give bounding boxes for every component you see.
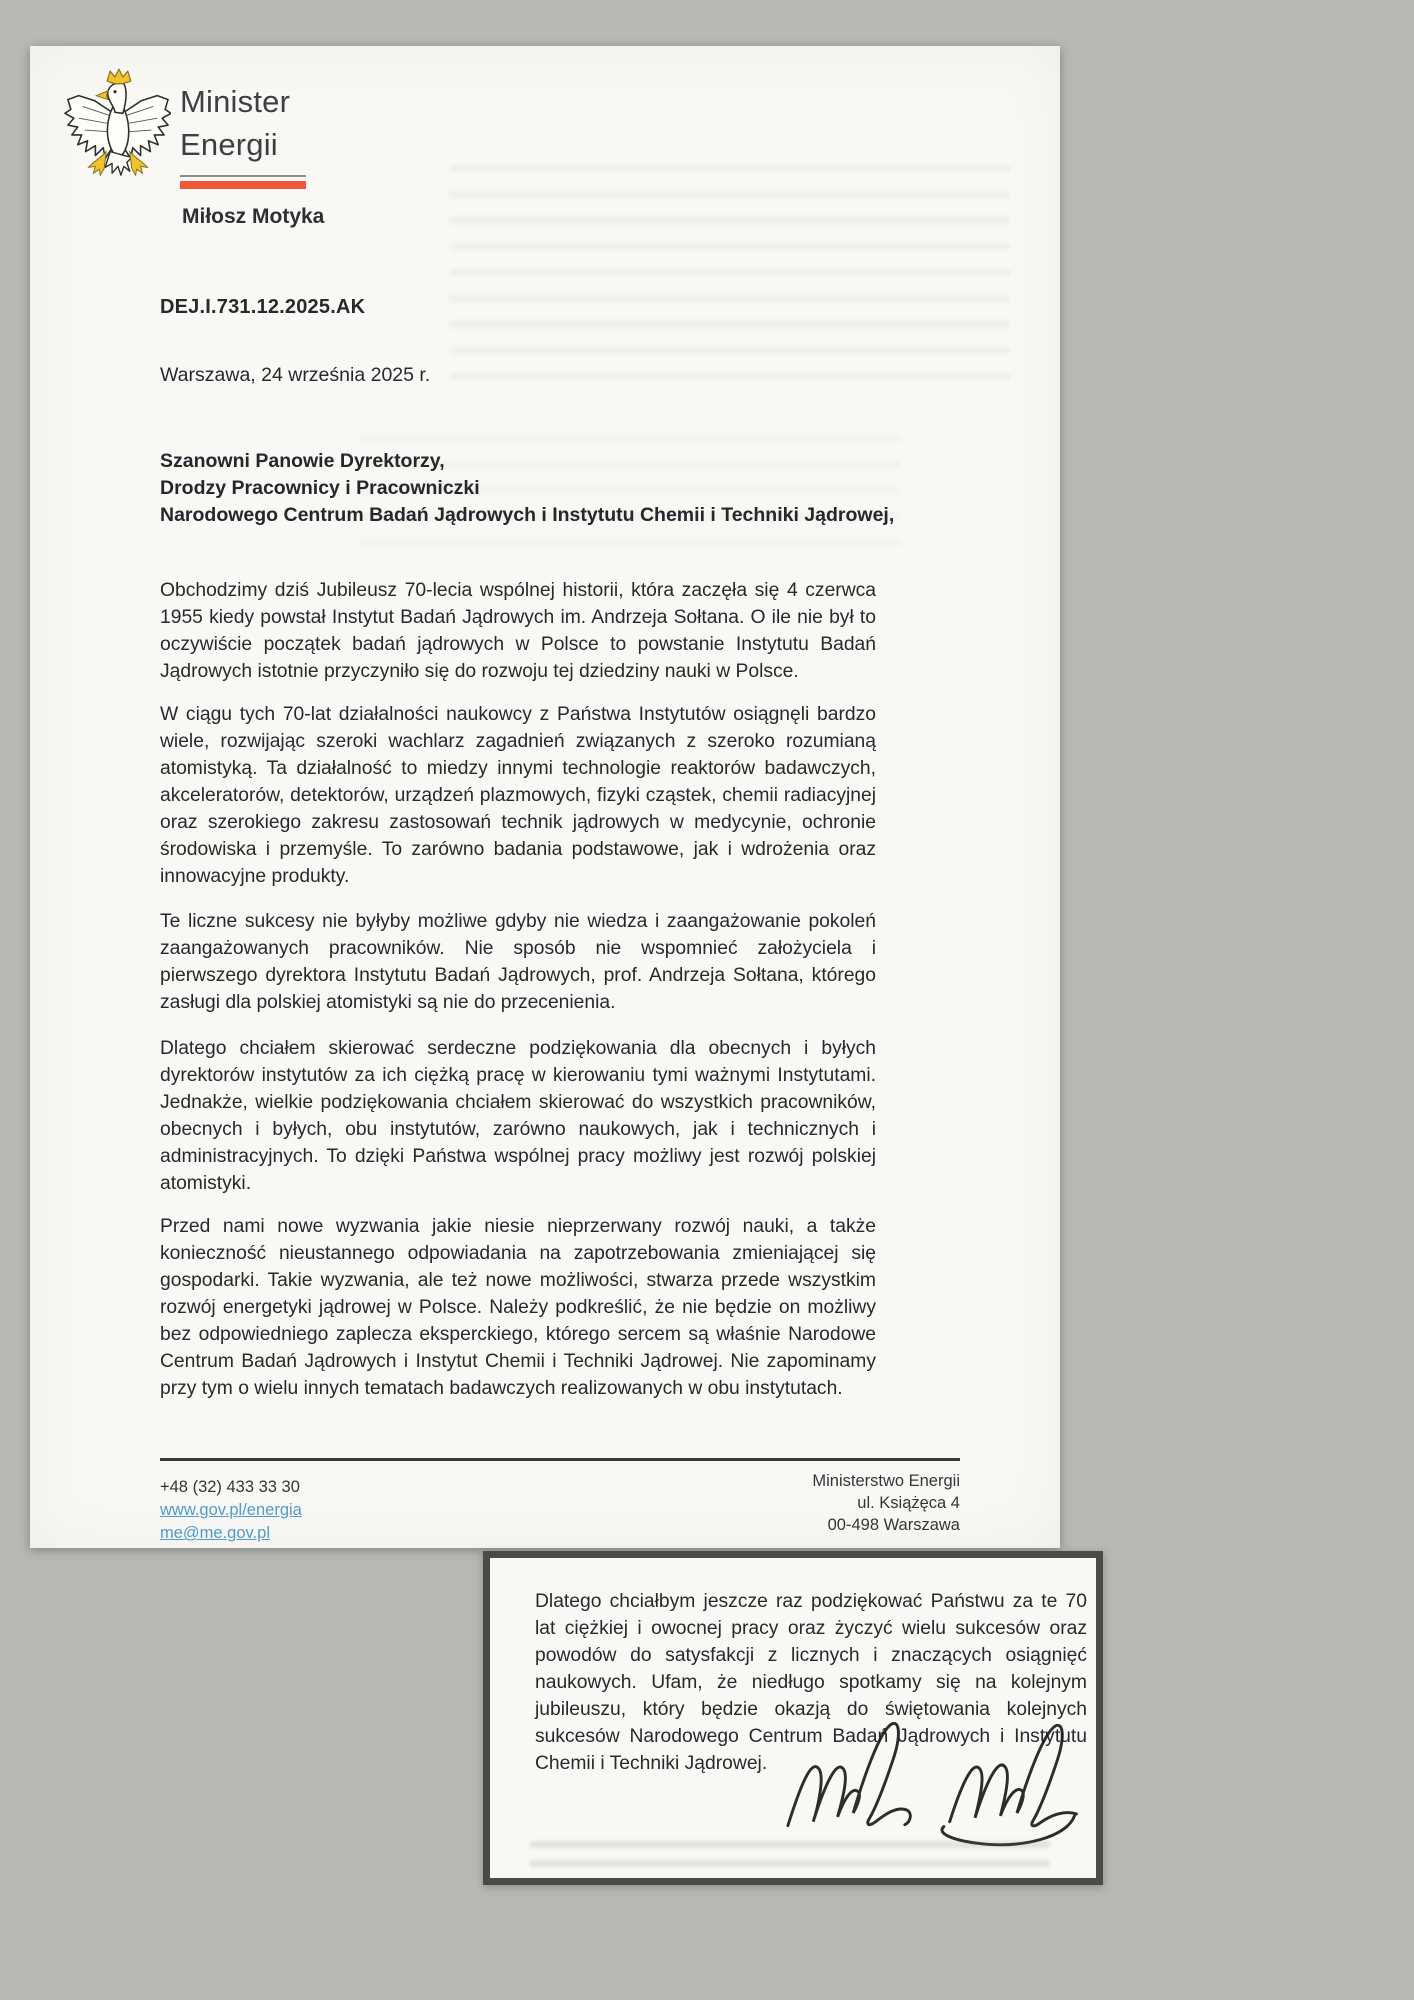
paragraph-5: Przed nami nowe wyzwania jakie niesie nieprzerwany rozwój nauki, a także konieczność nieustannego odpowiadania na zapotrzebowania zmieniającej się gospodarki. Takie wyzwania, ale też nowe możliwości, stwarza przede wszystkim rozwój energetyki jądrowej w Polsce. Należy podkreślić, że nie będzie on możliwy bez odpowiedniego zaplecza eksperckiego, którego sercem są właśnie Narodowe Centrum Badań Jądrowych i Instytut Chemii i Techniki Jądrowej. Nie zapominamy przy tym o wielu innych tematach badawczych realizowanych w obu instytutach.: [160, 1216, 876, 1399]
ministry-title-line2: Energii: [180, 127, 278, 162]
dateline: Warszawa, 24 września 2025 r.: [160, 364, 431, 386]
ministry-title-line1: Minister: [180, 84, 291, 119]
header-divider: [180, 175, 306, 177]
paragraph-4: Dlatego chciałem skierować serdeczne podziękowania dla obecnych i byłych dyrektorów instytutów za ich ciężką pracę w kierowaniu tymi ważnymi Instytutami. Jednakże, wielkie podziękowania chciałem skierować do wszystkich pracowników, obecnych i byłych, obu instytutów, zarówno naukowych, jak i technicznych i administracyjnych. To dzięki Państwa wspólnej pracy możliwy jest rozwój polskiej atomistyki.: [160, 1038, 876, 1194]
reference-number: DEJ.I.731.12.2025.AK: [160, 296, 366, 318]
header-accent-bar: [180, 181, 306, 189]
insert-closing-paragraph: Dlatego chciałbym jeszcze raz podziękować Państwu za te 70 lat ciężkiej i owocnej pracy oraz życzyć wielu sukcesów oraz powodów do satysfakcji z licznych i znaczących osiągnięć naukowych. Ufam, że niedługo spotkamy się na kolejnym jubileuszu, który będzie okazją do świętowania kolejnych sukcesów Narodowego Centrum Badań Jądrowych i Instytutu Chemii i Techniki Jądrowej.: [535, 1591, 1087, 1774]
footer-address-line-2: ul. Książęca 4: [857, 1494, 960, 1512]
paragraph-1: Obchodzimy dziś Jubileusz 70-lecia wspólnej historii, która zaczęła się 4 czerwca 1955 kiedy powstał Instytut Badań Jądrowych im. Andrzeja Sołtana. O ile nie był to oczywiście początek badań jądrowych w Polsce to powstanie Instytutu Badań Jądrowych istotnie przyczyniło się do rozwoju tej dziedziny nauki w Polsce.: [160, 580, 876, 682]
scan-insert-box: [483, 1551, 1103, 1885]
polish-eagle-icon: [63, 66, 171, 196]
footer-phone: +48 (32) 433 33 30: [160, 1478, 300, 1496]
footer-divider: [160, 1458, 960, 1461]
handwritten-signature: [782, 1716, 1094, 1868]
salutation: [160, 448, 894, 529]
footer-email-link[interactable]: me@me.gov.pl: [160, 1524, 270, 1542]
minister-name: Miłosz Motyka: [182, 205, 325, 228]
footer-address-line-1: Ministerstwo Energii: [812, 1472, 960, 1490]
ministry-title: [180, 80, 290, 166]
bleed-through-artifact: [450, 156, 1010, 386]
footer-contact-block: [160, 1476, 302, 1545]
paragraph-2: W ciągu tych 70-lat działalności naukowcy z Państwa Instytutów osiągnęli bardzo wiele, rozwijając szeroki wachlarz zagadnień związanych z szeroko rozumianą atomistyką. Ta działalność to miedzy innymi technologie reaktorów badawczych, akceleratorów, detektorów, urządzeń plazmowych, fizyki cząstek, chemii radiacyjnej oraz szerokiego zakresu zastosowań technik jądrowych w medycynie, ochronie środowiska i przemyśle. To zarówno badania podstawowe, jak i wdrożenia oraz innowacyjne produkty.: [160, 704, 876, 887]
paragraph-3: Te liczne sukcesy nie byłyby możliwe gdyby nie wiedza i zaangażowanie pokoleń zaangażowanych pracowników. Nie sposób nie wspomnieć założyciela i pierwszego dyrektora Instytutu Badań Jądrowych, prof. Andrzeja Sołtana, którego zasługi dla polskiej atomistyki są nie do przecenienia.: [160, 911, 876, 1013]
letter-page: [30, 46, 1060, 1548]
footer-address-line-3: 00-498 Warszawa: [827, 1516, 960, 1534]
footer-address-block: [812, 1470, 960, 1536]
salutation-line-3: Narodowego Centrum Badań Jądrowych i Instytutu Chemii i Techniki Jądrowej,: [160, 504, 895, 526]
salutation-line-1: Szanowni Panowie Dyrektorzy,: [160, 450, 445, 472]
salutation-line-2: Drodzy Pracownicy i Pracowniczki: [160, 477, 480, 499]
footer-website-link[interactable]: www.gov.pl/energia: [160, 1501, 302, 1519]
